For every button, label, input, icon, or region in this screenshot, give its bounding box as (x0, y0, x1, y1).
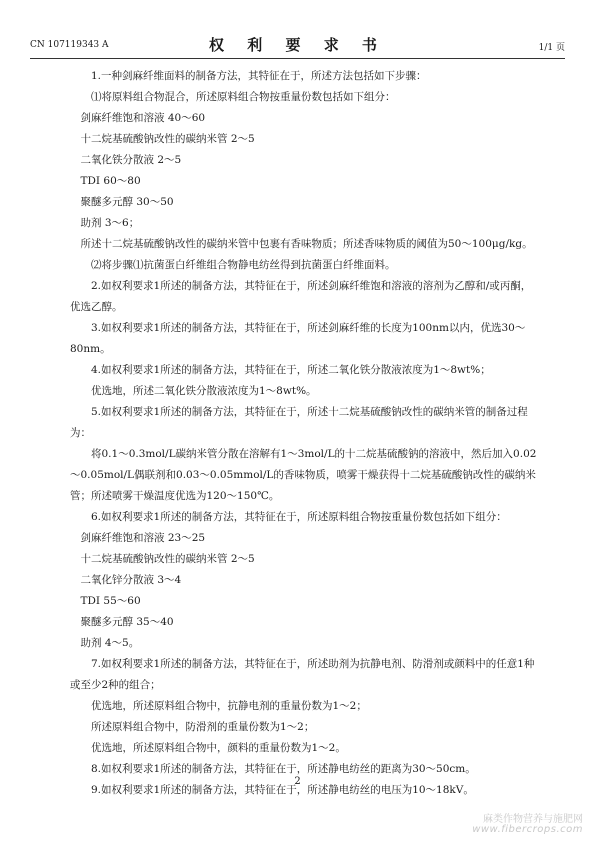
claim-line: TDI 55～60 (80, 595, 141, 607)
claim-line: 6.如权利要求1所述的制备方法，其特征在于，所述原料组合物按重量份数包括如下组分： (91, 511, 507, 523)
header-rule (30, 58, 565, 59)
page-indicator: 1/1 页 (538, 43, 565, 53)
claim-line: 2.如权利要求1所述的制备方法，其特征在于，所述剑麻纤维饱和溶液的溶剂为乙醇和/或丙酮，优选乙醇。 (70, 280, 532, 313)
watermark-url: www.fibercrops.com (472, 824, 583, 835)
claim-line: 9.如权利要求1所述的制备方法，其特征在于，所述静电纺丝的电压为10～18kV。 (91, 784, 474, 796)
claim-line: 聚醚多元醇 35～40 (80, 616, 174, 628)
claim-line: 5.如权利要求1所述的制备方法，其特征在于，所述十二烷基硫酸钠改性的碳纳米管的制备过程为： (70, 406, 528, 439)
claim-line: 8.如权利要求1所述的制备方法，其特征在于，所述静电纺丝的距离为30～50cm。 (91, 763, 476, 775)
claim-line: 优选地，所述原料组合物中，抗静电剂的重量份数为1～2； (91, 700, 367, 712)
claim-line: 将0.1～0.3mol/L碳纳米管分散在溶解有1～3mol/L的十二烷基硫酸钠的溶液中，然后加入0.02～0.05mol/L偶联剂和0.03～0.05mmol/L的香味物质，喷雾干燥获得十二烷基硫酸钠改性的碳纳米管；所述喷雾干燥温度优选为120～150℃。 (70, 448, 537, 502)
claim-line: 所述原料组合物中，防滑剂的重量份数为1～2； (91, 721, 315, 733)
claim-line: 二氧化锌分散液 3～4 (80, 574, 182, 586)
document-title: 权 利 要 求 书 (209, 36, 386, 54)
watermark-site-name: 麻类作物营养与施肥网 (483, 814, 583, 825)
publication-number: CN 107119343 A (30, 40, 109, 50)
claim-line: 3.如权利要求1所述的制备方法，其特征在于，所述剑麻纤维的长度为100nm以内，优选30～80nm。 (70, 322, 526, 355)
claims-body (70, 66, 539, 801)
claim-line: 聚醚多元醇 30～50 (80, 196, 174, 208)
claim-line: TDI 60～80 (80, 175, 141, 187)
claim-line: 十二烷基硫酸钠改性的碳纳米管 2～5 (80, 133, 255, 145)
page-header (30, 32, 565, 56)
claim-line: 7.如权利要求1所述的制备方法，其特征在于，所述助剂为抗静电剂、防滑剂或颜料中的任意1种或至少2种的组合； (70, 658, 535, 691)
claim-line: 助剂 3～6； (80, 217, 140, 229)
claim-line: 剑麻纤维饱和溶液 40～60 (80, 112, 206, 124)
claim-line: 二氧化铁分散液 2～5 (80, 154, 182, 166)
claim-line: ⑴将原料组合物混合，所述原料组合物按重量份数包括如下组分： (91, 91, 396, 103)
claim-line: 优选地，所述二氧化铁分散液浓度为1～8wt%。 (91, 385, 317, 397)
claim-line: 1.一种剑麻纤维面料的制备方法，其特征在于，所述方法包括如下步骤： (91, 70, 427, 82)
claim-line: 十二烷基硫酸钠改性的碳纳米管 2～5 (80, 553, 255, 565)
claim-line: 助剂 4～5。 (80, 637, 140, 649)
claim-line: 所述十二烷基硫酸钠改性的碳纳米管中包裹有香味物质；所述香味物质的阈值为50～100μg/kg。 (80, 238, 533, 250)
claim-line: ⑵将步骤⑴抗菌蛋白纤维组合物静电纺丝得到抗菌蛋白纤维面料。 (91, 259, 396, 271)
page-number: 2 (294, 776, 301, 787)
claim-line: 优选地，所述原料组合物中，颜料的重量份数为1～2。 (91, 742, 346, 754)
claim-line: 4.如权利要求1所述的制备方法，其特征在于，所述二氧化铁分散液浓度为1～8wt%； (91, 364, 491, 376)
claim-line: 剑麻纤维饱和溶液 23～25 (80, 532, 206, 544)
